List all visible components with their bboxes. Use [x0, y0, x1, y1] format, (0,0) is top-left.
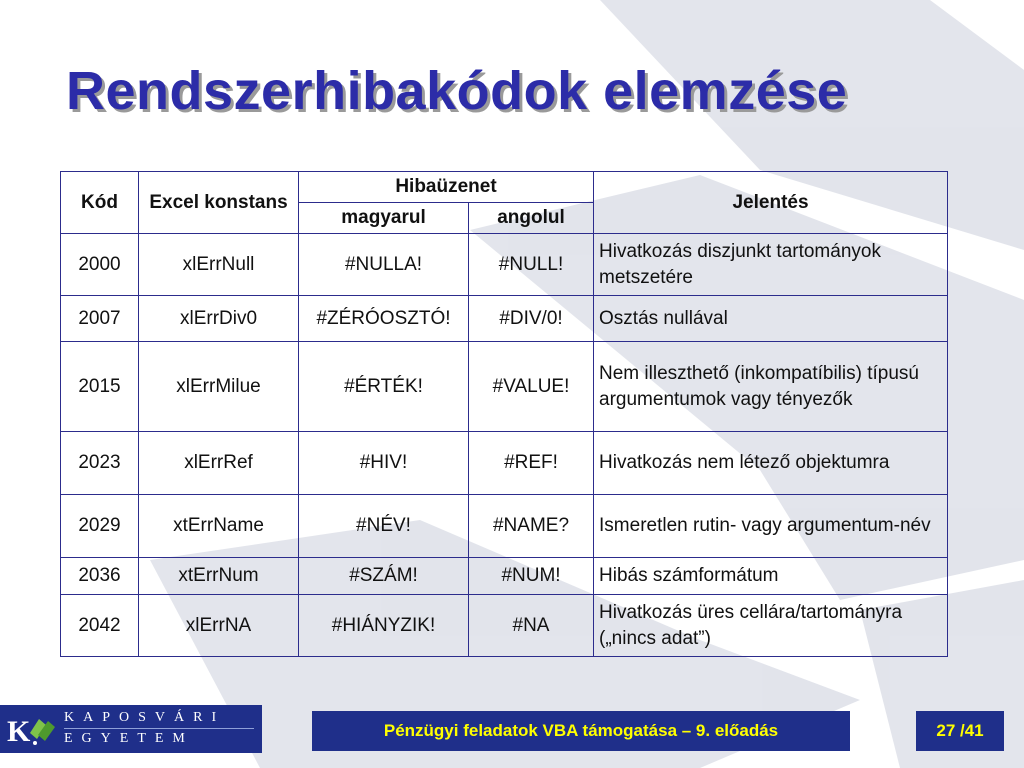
header-excel-constant: Excel konstans	[139, 172, 299, 234]
cell-constant: xtErrName	[139, 495, 299, 558]
cell-meaning: Nem illeszthető (inkompatíbilis) típusú argumentumok vagy tényezők	[594, 342, 948, 432]
cell-code: 2015	[61, 342, 139, 432]
course-title: Pénzügyi feladatok VBA támogatása – 9. előadás	[312, 711, 850, 751]
slide-title: Rendszerhibakódok elemzése	[66, 61, 848, 121]
cell-hungarian: #ÉRTÉK!	[299, 342, 469, 432]
cell-meaning: Hivatkozás üres cellára/tartományra („nincs adat”)	[594, 595, 948, 657]
cell-english: #NA	[469, 595, 594, 657]
cell-code: 2000	[61, 234, 139, 296]
svg-text:K: K	[7, 715, 31, 747]
cell-english: #VALUE!	[469, 342, 594, 432]
table-row	[61, 342, 948, 432]
cell-english: #NUM!	[469, 558, 594, 595]
header-meaning: Jelentés	[594, 172, 948, 234]
cell-hungarian: #NULLA!	[299, 234, 469, 296]
header-error-message: Hibaüzenet	[299, 172, 594, 203]
cell-meaning: Hivatkozás nem létező objektumra	[594, 432, 948, 495]
table-row	[61, 432, 948, 495]
cell-constant: xlErrNull	[139, 234, 299, 296]
header-hungarian: magyarul	[299, 203, 469, 234]
header-code: Kód	[61, 172, 139, 234]
cell-code: 2042	[61, 595, 139, 657]
table-row	[61, 595, 948, 657]
header-english: angolul	[469, 203, 594, 234]
cell-constant: xtErrNum	[139, 558, 299, 595]
table-row	[61, 495, 948, 558]
cell-code: 2029	[61, 495, 139, 558]
cell-meaning: Osztás nullával	[594, 296, 948, 342]
table-header-row	[61, 172, 948, 203]
table-row	[61, 234, 948, 296]
error-codes-table	[60, 171, 948, 657]
cell-constant: xlErrNA	[139, 595, 299, 657]
cell-code: 2007	[61, 296, 139, 342]
logo-text-line-2: EGYETEM	[64, 731, 194, 746]
logo-text-line-1: KAPOSVÁRI	[64, 710, 226, 725]
cell-meaning: Ismeretlen rutin- vagy argumentum-név	[594, 495, 948, 558]
cell-constant: xlErrDiv0	[139, 296, 299, 342]
cell-english: #REF!	[469, 432, 594, 495]
cell-english: #NAME?	[469, 495, 594, 558]
kaposvari-egyetem-logo-icon	[6, 711, 58, 747]
cell-meaning: Hivatkozás diszjunkt tartományok metszetére	[594, 234, 948, 296]
table-row	[61, 296, 948, 342]
cell-hungarian: #HIV!	[299, 432, 469, 495]
cell-constant: xlErrMilue	[139, 342, 299, 432]
logo-divider	[64, 728, 254, 729]
university-logo	[0, 705, 262, 753]
cell-english: #DIV/0!	[469, 296, 594, 342]
cell-meaning: Hibás számformátum	[594, 558, 948, 595]
cell-code: 2036	[61, 558, 139, 595]
cell-constant: xlErrRef	[139, 432, 299, 495]
cell-hungarian: #ZÉRÓOSZTÓ!	[299, 296, 469, 342]
cell-hungarian: #HIÁNYZIK!	[299, 595, 469, 657]
cell-hungarian: #SZÁM!	[299, 558, 469, 595]
table-row	[61, 558, 948, 595]
cell-english: #NULL!	[469, 234, 594, 296]
cell-hungarian: #NÉV!	[299, 495, 469, 558]
page-number: 27 /41	[916, 711, 1004, 751]
cell-code: 2023	[61, 432, 139, 495]
